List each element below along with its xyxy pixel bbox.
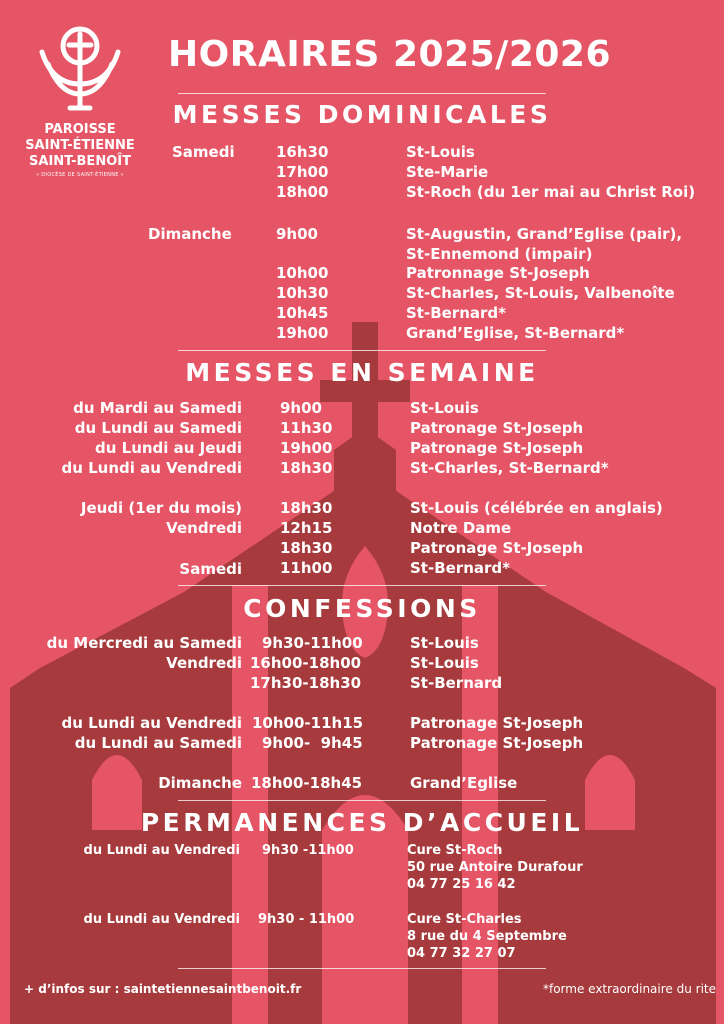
confession-place: Grand’Eglise (410, 774, 518, 792)
day-label: du Mercredi au Samedi (46, 634, 242, 652)
mass-place: St-Charles, St-Louis, Valbenoîte (406, 284, 675, 302)
mass-place: St-Louis (410, 399, 479, 417)
day-label: du Lundi au Vendredi (83, 912, 240, 927)
mass-time: 19h00 (280, 439, 333, 457)
mass-place: St-Bernard* (406, 304, 506, 322)
mass-time: 10h00 (276, 264, 329, 282)
confession-place: Patronage St-Joseph (410, 734, 584, 752)
accueil-address: 8 rue du 4 Septembre (407, 929, 567, 944)
mass-place: St-Bernard* (410, 559, 510, 577)
mass-place: Patronnage St-Joseph (406, 264, 590, 282)
logo-diocese: « DIOCÈSE DE SAINT-ÉTIENNE » (36, 172, 124, 178)
mass-place: Patronage St-Joseph (410, 419, 584, 437)
day-label: du Lundi au Samedi (74, 734, 242, 752)
accueil-name: Cure St-Roch (407, 843, 503, 858)
divider (178, 800, 546, 801)
divider (178, 93, 546, 94)
mass-place: St-Louis (célébrée en anglais) (410, 499, 663, 517)
day-label: Samedi (179, 560, 242, 578)
mass-time: 18h30 (280, 459, 333, 477)
mass-place: St-Louis (406, 143, 475, 161)
mass-time: 12h15 (280, 519, 333, 537)
footer-note: *forme extraordinaire du rite (542, 982, 716, 996)
logo-line-3: SAINT-BENOÎT (29, 154, 131, 169)
accueil-phone: 04 77 32 27 07 (407, 946, 516, 961)
mass-time: 9h00 (276, 225, 318, 243)
mass-place: Ste-Marie (406, 163, 489, 181)
confession-time: 9h00- 9h45 (262, 734, 363, 752)
day-label-dimanche: Dimanche (148, 225, 232, 243)
day-label: Dimanche (158, 774, 242, 792)
mass-place: St-Roch (du 1er mai au Christ Roi) (406, 183, 696, 201)
day-label: Vendredi (166, 654, 242, 672)
mass-time: 19h00 (276, 324, 329, 342)
divider (178, 585, 546, 586)
accueil-time: 9h30 -11h00 (262, 843, 354, 858)
day-label: Jeudi (1er du mois) (80, 499, 242, 517)
confession-time: 10h00-11h15 (252, 714, 364, 732)
day-label: du Lundi au Jeudi (95, 439, 242, 457)
day-label: du Mardi au Samedi (73, 399, 242, 417)
divider (178, 968, 546, 969)
page-title: HORAIRES 2025/2026 (168, 34, 612, 75)
mass-time: 10h30 (276, 284, 329, 302)
footer-website-link[interactable]: + d’infos sur : saintetiennesaintbenoit.fr (24, 982, 302, 996)
accueil-name: Cure St-Charles (407, 912, 522, 927)
confession-time: 17h30-18h30 (250, 674, 362, 692)
mass-place: Notre Dame (410, 519, 512, 537)
section-title-accueil: PERMANENCES D’ACCUEIL (140, 808, 584, 837)
accueil-time: 9h30 - 11h00 (258, 912, 355, 927)
mass-time: 17h00 (276, 163, 329, 181)
day-label: du Lundi au Vendredi (61, 714, 242, 732)
day-label-samedi: Samedi (172, 143, 235, 161)
day-label: Vendredi (166, 519, 242, 537)
confession-place: St-Louis (410, 634, 479, 652)
mass-place: St-Augustin, Grand’Eglise (pair), (406, 225, 683, 243)
logo-line-1: PAROISSE (44, 122, 116, 137)
mass-place: Patronage St-Joseph (410, 439, 584, 457)
mass-time: 18h30 (280, 539, 333, 557)
confession-time: 18h00-18h45 (251, 774, 363, 792)
mass-time: 11h00 (280, 559, 333, 577)
accueil-phone: 04 77 25 16 42 (407, 877, 516, 892)
day-label: du Lundi au Vendredi (83, 843, 240, 858)
section-title-confessions: CONFESSIONS (243, 594, 481, 623)
mass-place: Grand’Eglise, St-Bernard* (406, 324, 625, 342)
logo-line-2: SAINT-ÉTIENNE (25, 138, 135, 153)
mass-time: 16h30 (276, 143, 329, 161)
mass-time: 10h45 (276, 304, 329, 322)
confession-place: St-Bernard (410, 674, 503, 692)
day-label: du Lundi au Samedi (74, 419, 242, 437)
divider (178, 350, 546, 351)
mass-place: St-Charles, St-Bernard* (410, 459, 609, 477)
section-title-dominicales: MESSES DOMINICALES (172, 100, 552, 129)
confession-place: St-Louis (410, 654, 479, 672)
accueil-address: 50 rue Antoire Durafour (407, 860, 583, 875)
day-label: du Lundi au Vendredi (61, 459, 242, 477)
confession-time: 9h30-11h00 (262, 634, 363, 652)
mass-place: St-Ennemond (impair) (406, 245, 593, 263)
confession-time: 16h00-18h00 (250, 654, 362, 672)
mass-time: 18h00 (276, 183, 329, 201)
mass-place: Patronage St-Joseph (410, 539, 584, 557)
section-title-semaine: MESSES EN SEMAINE (185, 358, 539, 387)
mass-time: 9h00 (280, 399, 322, 417)
confession-place: Patronage St-Joseph (410, 714, 584, 732)
mass-time: 11h30 (280, 419, 333, 437)
mass-time: 18h30 (280, 499, 333, 517)
